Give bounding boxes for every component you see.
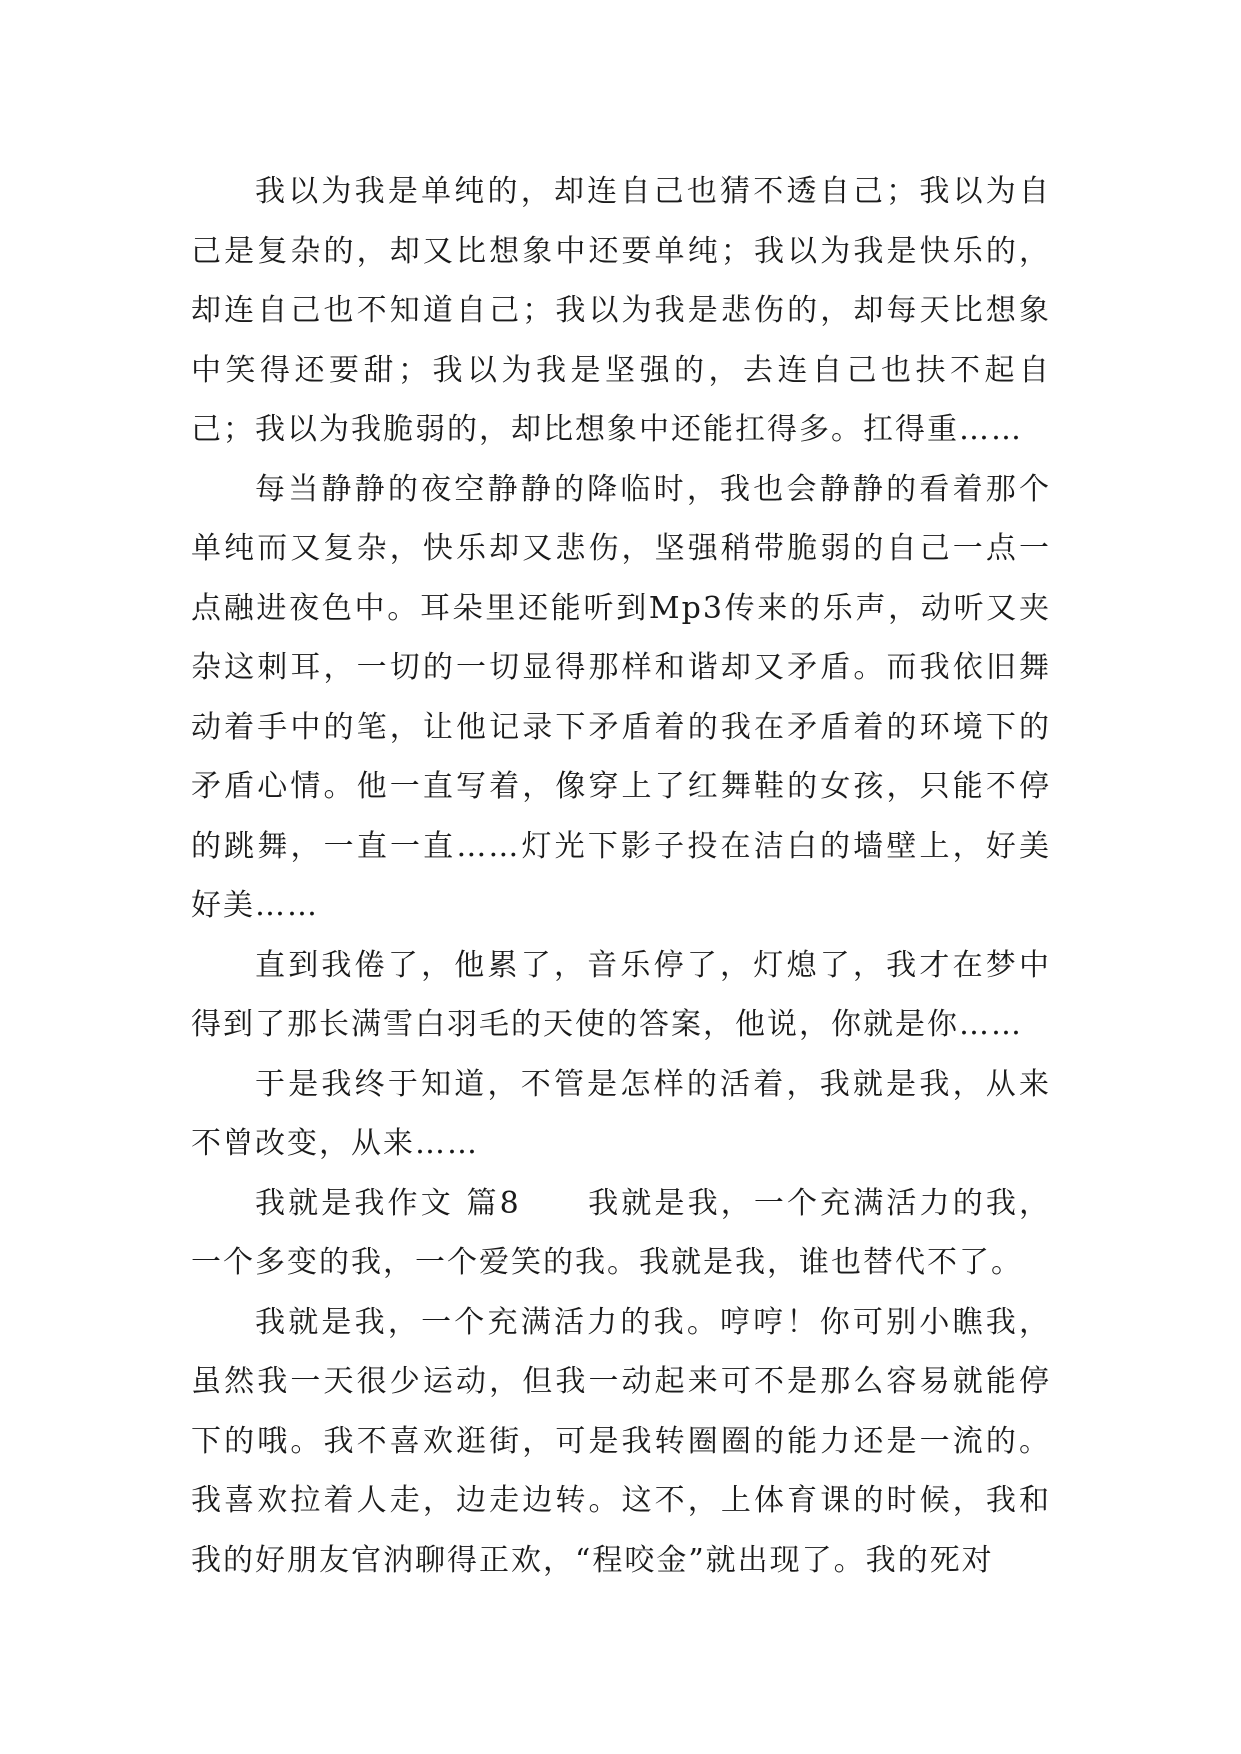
paragraph: 每当静静的夜空静静的降临时，我也会静静的看着那个单纯而又复杂，快乐却又悲伤，坚强稍带脆弱的自己一点一点融进夜色中。耳朵里还能听到Mp3传来的乐声，动听又夹杂这刺耳，一切的一切显得那样和谐却又矛盾。而我依旧舞动着手中的笔，让他记录下矛盾着的我在矛盾着的环境下的矛盾心情。他一直写着，像穿上了红舞鞋的女孩，只能不停的跳舞，一直一直……灯光下影子投在洁白的墙壁上，好美好美…… — [191, 471, 1051, 923]
paragraph: 于是我终于知道，不管是怎样的活着，我就是我，从来不曾改变，从来…… — [191, 1066, 1051, 1161]
paragraph: 我就是我，一个充满活力的我。哼哼！你可别小瞧我，虽然我一天很少运动，但我一动起来可不是那么容易就能停下的哦。我不喜欢逛街，可是我转圈圈的能力还是一流的。我喜欢拉着人走，边走边转。这不，上体育课的时候，我和我的好朋友官汭聊得正欢，“程咬金”就出现了。我的死对 — [191, 1304, 1051, 1578]
paragraph: 我就是我作文 篇8 我就是我，一个充满活力的我，一个多变的我，一个爱笑的我。我就是我，谁也替代不了。 — [191, 1185, 1051, 1280]
paragraph: 直到我倦了，他累了，音乐停了，灯熄了，我才在梦中得到了那长满雪白羽毛的天使的答案，他说，你就是你…… — [191, 947, 1051, 1042]
essay-body — [191, 162, 1051, 1590]
paragraph: 我以为我是单纯的，却连自己也猜不透自己；我以为自己是复杂的，却又比想象中还要单纯；我以为我是快乐的，却连自己也不知道自己；我以为我是悲伤的，却每天比想象中笑得还要甜；我以为我是坚强的，去连自己也扶不起自己；我以为我脆弱的，却比想象中还能扛得多。扛得重…… — [191, 174, 1051, 447]
